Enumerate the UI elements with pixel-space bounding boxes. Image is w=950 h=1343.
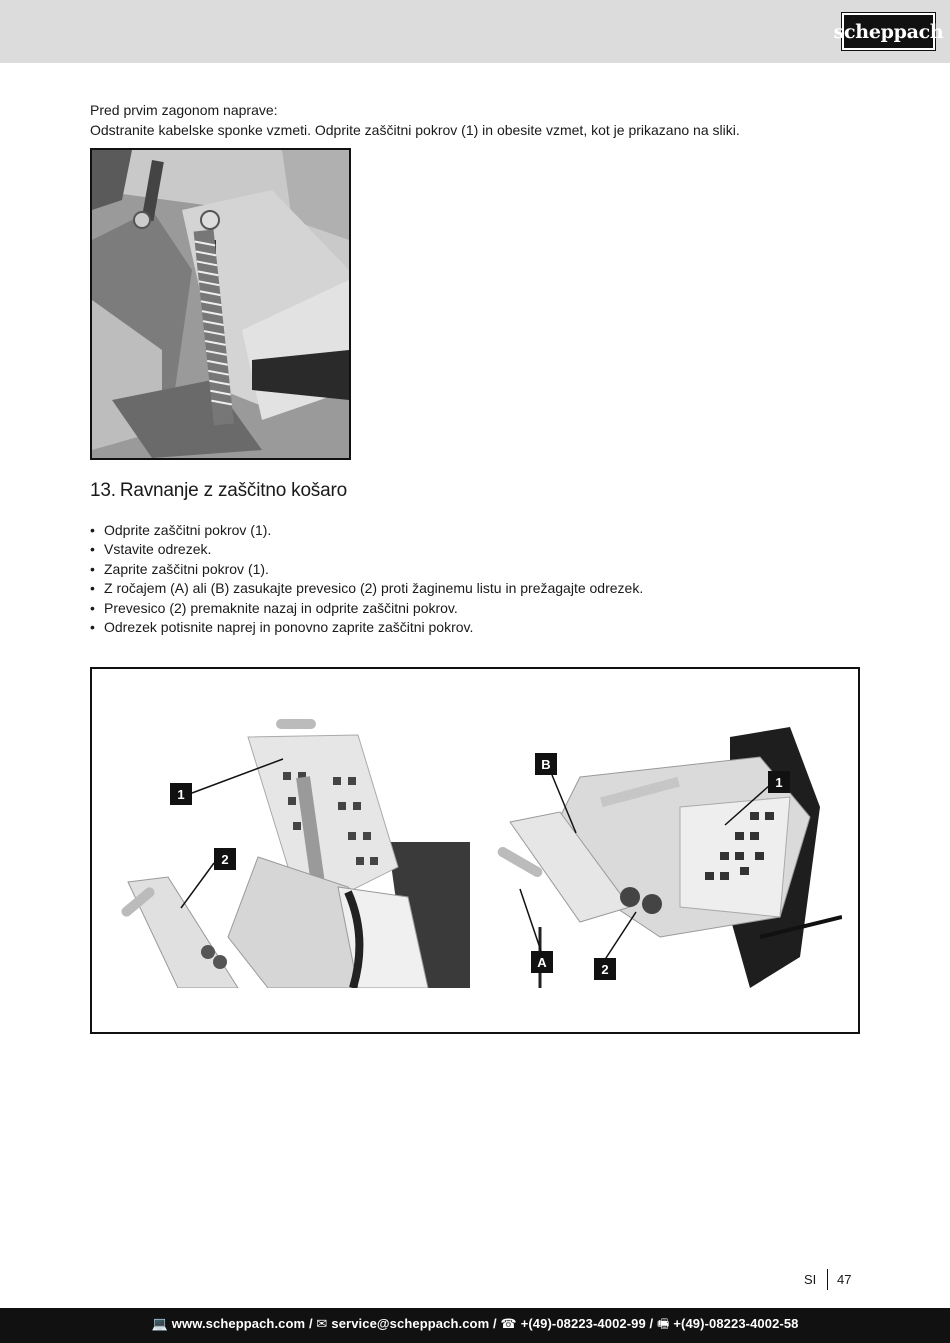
footer-phone: +(49)-08223-4002-99	[520, 1315, 646, 1331]
callout-1-left: 1	[170, 783, 192, 805]
intro-line-2: Odstranite kabelske sponke vzmeti. Odprite zaščitni pokrov (1) in obesite vzmet, kot je prikazano na sliki.	[90, 122, 740, 138]
footer-fax: +(49)-08223-4002-58	[673, 1315, 799, 1331]
list-item: • Z ročajem (A) ali (B) zasukajte prevesico (2) proti žaginemu listu in prežagajte odrezek.	[90, 579, 643, 598]
callout-B: B	[535, 753, 557, 775]
mail-icon: ✉	[316, 1315, 328, 1331]
footer-bar	[0, 1308, 950, 1343]
basket-open-photo	[108, 717, 470, 988]
page-language: SI	[804, 1272, 817, 1287]
figure-frame	[90, 667, 860, 1034]
list-item: • Odrezek potisnite naprej in ponovno zaprite zaščitni pokrov.	[90, 618, 643, 637]
footer-separator: /	[649, 1315, 654, 1331]
section-heading	[90, 480, 347, 502]
brand-logo: scheppach	[842, 13, 935, 50]
list-item: • Zaprite zaščitni pokrov (1).	[90, 560, 643, 579]
instruction-list	[90, 521, 643, 637]
callout-A: A	[531, 951, 553, 973]
fax-icon: 🖷	[656, 1315, 670, 1331]
list-item: • Vstavite odrezek.	[90, 540, 643, 559]
footer-separator: /	[492, 1315, 497, 1331]
spring-photo	[90, 148, 351, 460]
intro-text	[90, 100, 740, 140]
footer-website[interactable]: www.scheppach.com	[171, 1315, 306, 1331]
callout-1-right: 1	[768, 771, 790, 793]
page-divider	[827, 1269, 828, 1290]
section-number: 13.	[90, 480, 116, 501]
section-title-text: Ravnanje z zaščitno košaro	[119, 480, 347, 501]
callout-2-left: 2	[214, 848, 236, 870]
basket-closed-photo	[480, 717, 842, 988]
header-band	[0, 0, 950, 63]
computer-icon: 💻	[151, 1315, 168, 1331]
footer-email[interactable]: service@scheppach.com	[331, 1315, 490, 1331]
callout-2-right: 2	[594, 958, 616, 980]
page-number: 47	[837, 1272, 852, 1287]
list-item: • Odprite zaščitni pokrov (1).	[90, 521, 643, 540]
list-item: • Prevesico (2) premaknite nazaj in odprite zaščitni pokrov.	[90, 599, 643, 618]
phone-icon: ☎	[500, 1315, 517, 1331]
intro-line-1: Pred prvim zagonom naprave:	[90, 102, 278, 118]
footer-separator: /	[308, 1315, 313, 1331]
